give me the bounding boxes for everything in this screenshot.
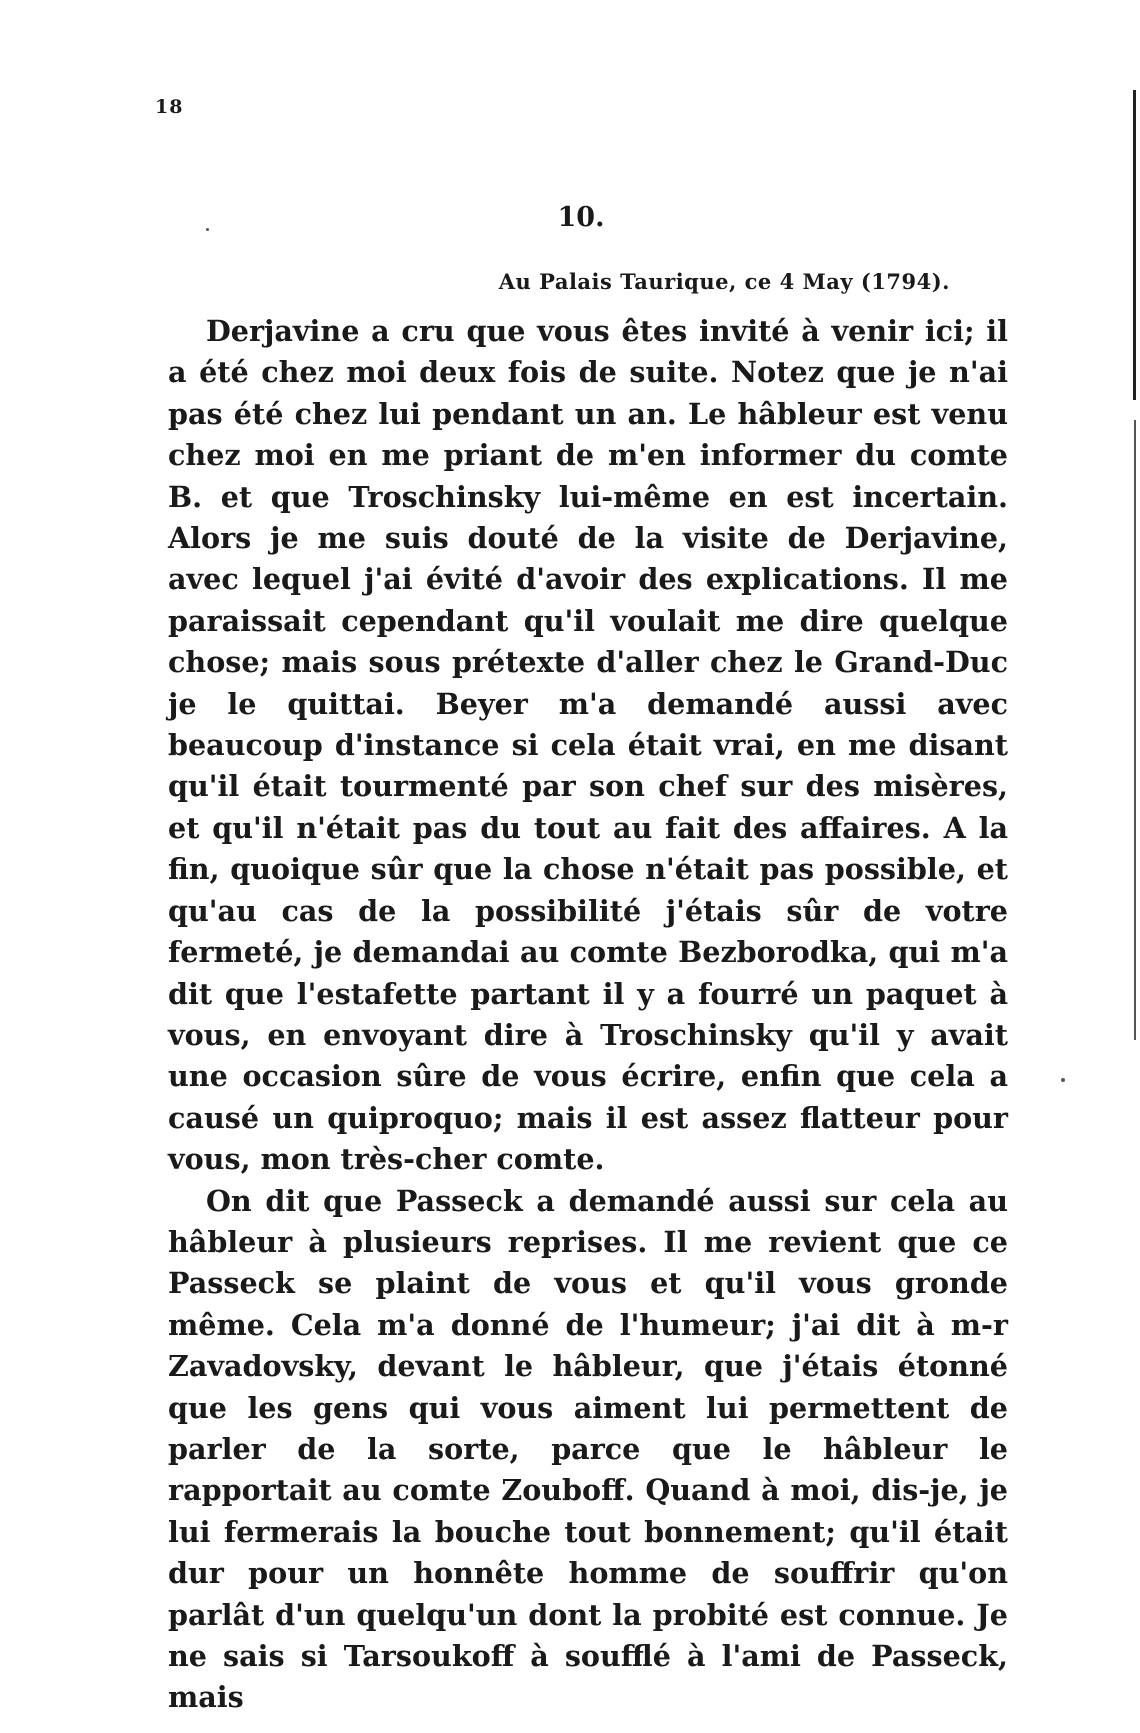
letter-number: 10. bbox=[557, 202, 605, 233]
dateline: Au Palais Taurique, ce 4 May (1794). bbox=[498, 269, 950, 294]
letter-body bbox=[168, 311, 1008, 1719]
scan-margin-mark bbox=[1133, 90, 1136, 400]
paragraph: On dit que Passeck a demandé aussi sur cela au hâbleur à plusieurs reprises. Il me revient que ce Passeck se plaint de vous et qu'il vous gronde même. Cela m'a donné de l'humeur; j'ai dit à m-r Zavadovsky, devant le hâbleur, que j'étais étonné que les gens qui vous aiment lui permettent de parler de la sorte, parce que le hâbleur le rapportait au comte Zouboff. Quand à moi, dis-je, je lui fermerais la bouche tout bonnement; qu'il était dur pour un honnête homme de souffrir qu'on parlât d'un quelqu'un dont la probité est connue. Je ne sais si Tarsoukoff à soufflé à l'ami de Passeck, mais bbox=[168, 1183, 1008, 1715]
paragraph: Derjavine a cru que vous êtes invité à venir ici; il a été chez moi deux fois de suite. Notez que je n'ai pas été chez lui pendant un an. Le hâbleur est venu chez moi en me priant de m'en informer du comte B. et que Troschinsky lui-même en est incertain. Alors je me suis douté de la visite de Derjavine, avec lequel j'ai évité d'avoir des explications. Il me paraissait cependant qu'il voulait me dire quelque chose; mais sous prétexte d'aller chez le Grand-Duc je le quittai. Beyer m'a demandé aussi avec beaucoup d'instance si cela était vrai, en me disant qu'il était tourmenté par son chef sur des misères, et qu'il n'était pas du tout au fait des affaires. A la fin, quoique sûr que la chose n'était pas possible, et qu'au cas de la possibilité j'étais sûr de votre fermeté, je demandai au comte Bezborodka, qui m'a dit que l'estafette partant il y a fourré un paquet à vous, en envoyant dire à Troschinsky qu'il y avait une occasion sûre de vous écrire, enfin que cela a causé un quiproquo; mais il est assez flatteur pour vous, mon très-cher comte. bbox=[168, 314, 1008, 1177]
scan-margin-mark bbox=[1134, 420, 1136, 1040]
scan-speck bbox=[206, 228, 209, 231]
page-number: 18 bbox=[155, 96, 184, 118]
scan-speck bbox=[1061, 1078, 1065, 1082]
